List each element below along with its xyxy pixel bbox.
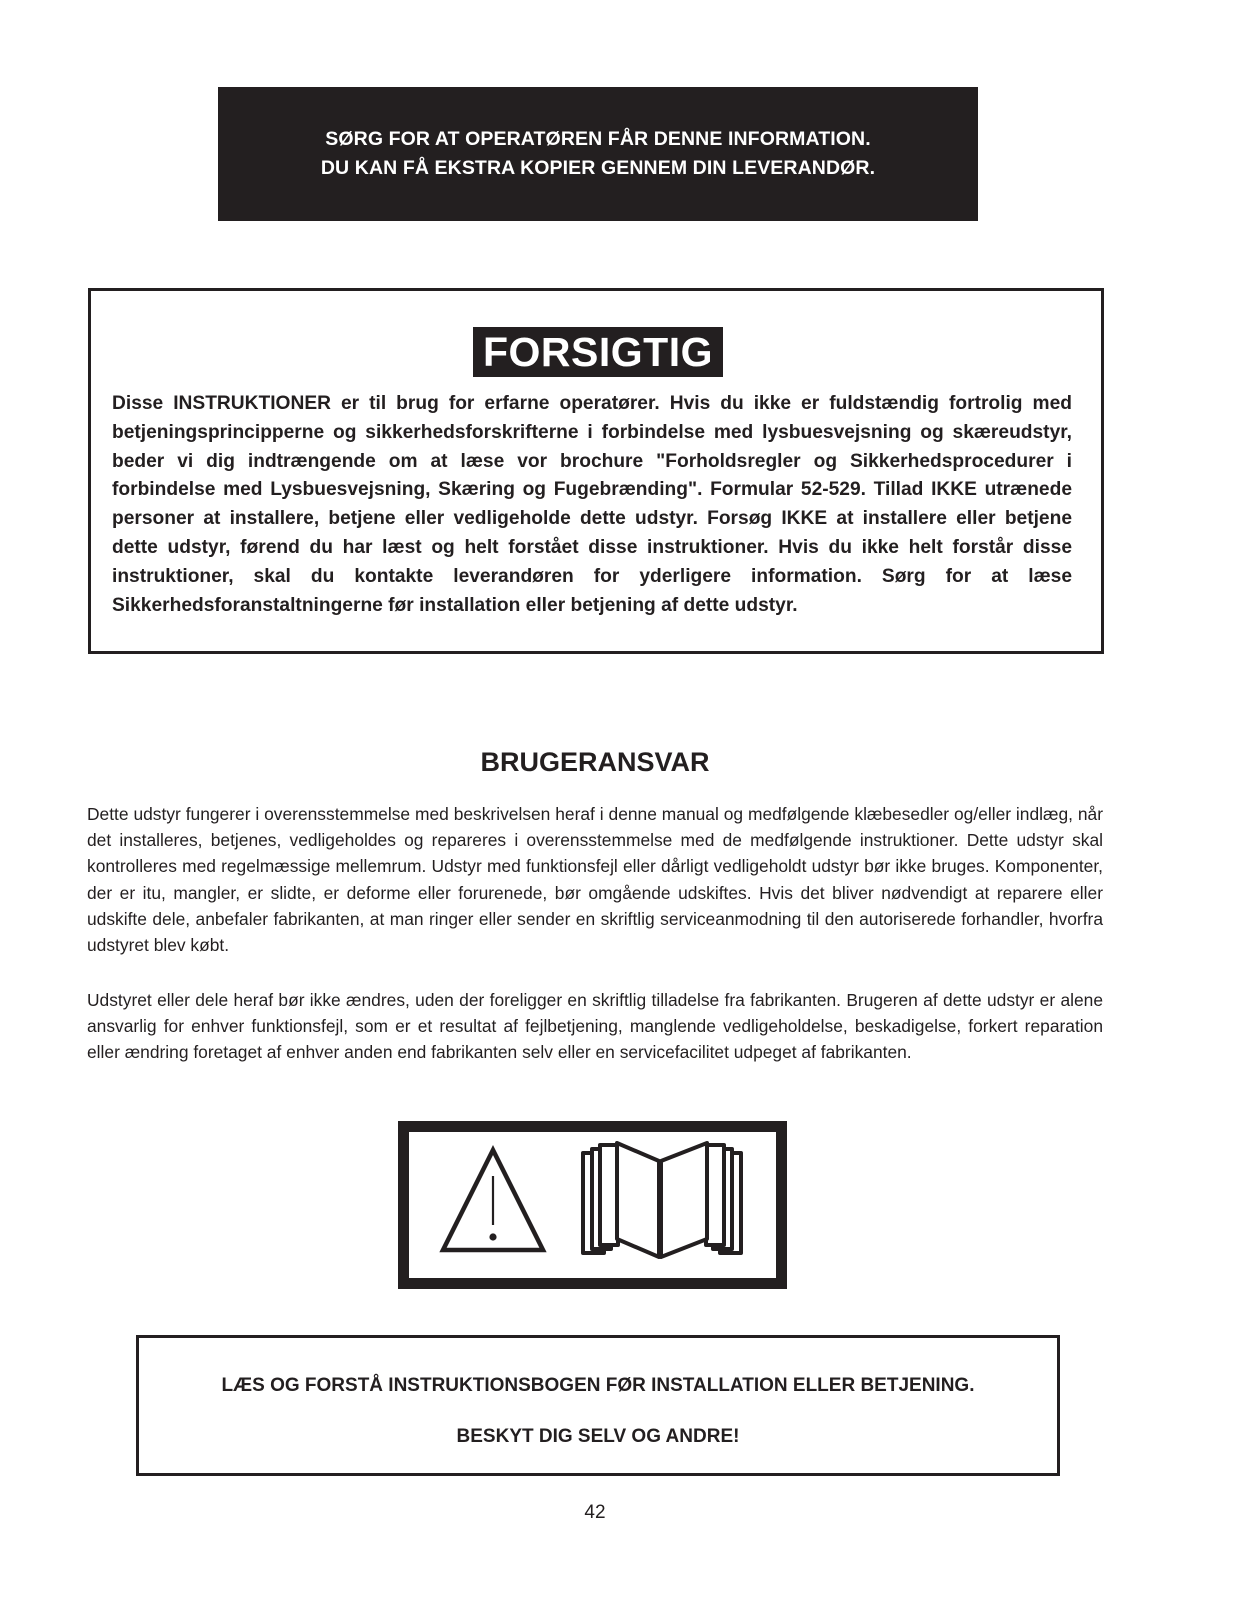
caution-box (88, 288, 1104, 654)
responsibility-paragraph-2: Udstyret eller dele heraf bør ikke ændres, uden der foreligger en skriftlig tilladelse fra fabrikanten. Brugeren af dette udstyr er alene ansvarlig for enhver funktionsfejl, som er et resultat af fejlbetjening, manglende vedligeholdelse, beskadigelse, forkert reparation eller ændring foretaget af enhver anden end fabrikanten selv eller en servicefacilitet udpeget af fabrikanten. (87, 990, 1103, 1063)
read-notice-line-2: BESKYT DIG SELV OG ANDRE! (456, 1426, 740, 1447)
caution-label: FORSIGTIG (473, 327, 723, 377)
read-manual-notice (136, 1335, 1060, 1476)
banner-line-1: SØRG FOR AT OPERATØREN FÅR DENNE INFORMATION. (325, 128, 871, 150)
read-notice-line-1: LÆS OG FORSTÅ INSTRUKTIONSBOGEN FØR INSTALLATION ELLER BETJENING. (221, 1375, 975, 1396)
warning-triangle-icon (443, 1150, 543, 1250)
banner-line-2: DU KAN FÅ EKSTRA KOPIER GENNEM DIN LEVERANDØR. (320, 157, 876, 179)
operator-info-banner (218, 87, 978, 221)
section-heading: BRUGERANSVAR (480, 747, 710, 777)
safety-symbols (409, 1132, 776, 1278)
open-manual-icon (583, 1143, 741, 1257)
caution-text: Disse INSTRUKTIONER er til brug for erfarne operatører. Hvis du ikke er fuldstændig fortrolig med betjeningsprincipperne og sikkerhedsforskrifterne i forbindelse med lysbuesvejsning og skæreudstyr, beder vi dig indtrængende om at læse vor brochure "Forholdsregler og Sikkerhedsprocedurer i forbindelse med Lysbuesvejsning, Skæring og Fugebrænding". Formular 52-529. Tillad IKKE utrænede personer at installere, betjene eller vedligeholde dette udstyr. Forsøg IKKE at installere eller betjene dette udstyr, førend du har læst og helt forstået disse instruktioner. Hvis du ikke helt forstår disse instruktioner, skal du kontakte leverandøren for yderligere information. Sørg for at læse Sikkerhedsforanstaltningerne før installation eller betjening af dette udstyr. (112, 393, 1072, 616)
responsibility-paragraph-1: Dette udstyr fungerer i overensstemmelse med beskrivelsen heraf i denne manual og medfølgende klæbesedler og/eller indlæg, når det installeres, betjenes, vedligeholdes og repareres i overensstemmelse med de medfølgende instruktioner. Dette udstyr skal kontrolleres med regelmæssige mellemrum. Udstyr med funktionsfejl eller dårligt vedligeholdt udstyr bør ikke bruges. Komponenter, der er itu, mangler, er slidte, er deforme eller forurenede, bør omgående udskiftes. Hvis det bliver nødvendigt at reparere eller udskifte dele, anbefaler fabrikanten, at man ringer eller sender en skriftlig serviceanmodning til den autoriserede forhandler, hvorfra udstyret blev købt. (87, 804, 1103, 956)
page-number: 42 (584, 1502, 606, 1523)
safety-symbol-box (398, 1121, 787, 1289)
